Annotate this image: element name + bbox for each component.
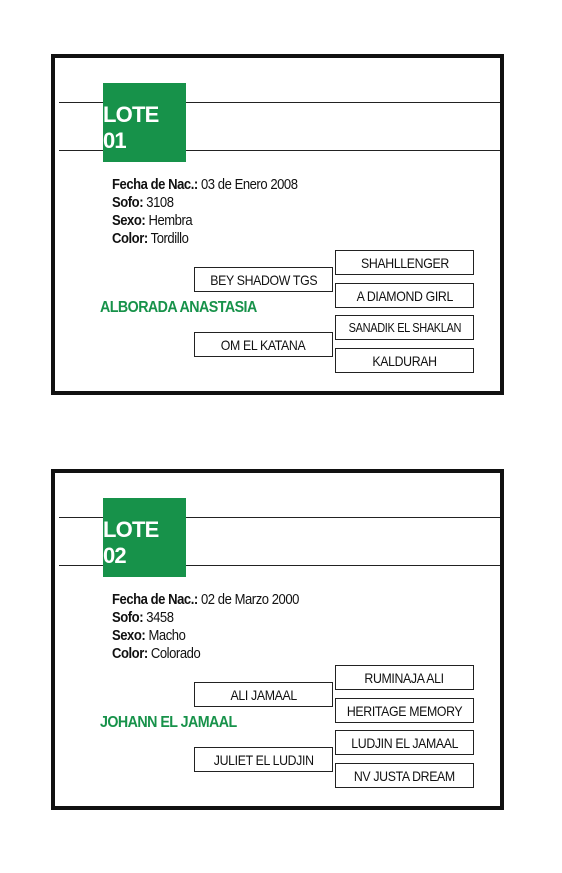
pedigree-sire bbox=[194, 267, 333, 292]
pedigree-grandparent-label: NV JUSTA DREAM bbox=[354, 767, 455, 784]
sex-value: Hembra bbox=[145, 213, 193, 229]
color-row bbox=[112, 645, 299, 663]
sofo-row bbox=[112, 609, 299, 627]
horse-name: JOHANN EL JAMAAL bbox=[100, 714, 237, 731]
sofo-label: Sofo: bbox=[112, 195, 144, 211]
color-label: Color: bbox=[112, 231, 148, 247]
birth-date-value: 03 de Enero 2008 bbox=[197, 177, 298, 193]
pedigree-grandparent-label: KALDURAH bbox=[372, 352, 437, 369]
sofo-row bbox=[112, 194, 298, 212]
pedigree-grandparent-label: SHAHLLENGER bbox=[360, 254, 449, 271]
pedigree-sire bbox=[194, 682, 333, 707]
color-value: Colorado bbox=[147, 646, 201, 662]
horse-info bbox=[112, 176, 298, 248]
lot-card-1 bbox=[51, 54, 504, 395]
horse-info bbox=[112, 591, 299, 663]
horse-name: ALBORADA ANASTASIA bbox=[100, 299, 257, 316]
pedigree-grandparent-label: RUMINAJA ALI bbox=[364, 669, 445, 686]
color-value: Tordillo bbox=[147, 231, 189, 247]
pedigree-paternal-granddam bbox=[335, 283, 474, 308]
pedigree-paternal-grandsire bbox=[335, 665, 474, 690]
birth-date-row bbox=[112, 176, 298, 194]
lot-badge: LOTE 01 bbox=[103, 83, 186, 162]
pedigree-dam bbox=[194, 332, 333, 357]
lot-card-2 bbox=[51, 469, 504, 810]
sex-label: Sexo: bbox=[112, 213, 146, 229]
pedigree-grandparent-label: A DIAMOND GIRL bbox=[356, 287, 453, 304]
sofo-value: 3108 bbox=[143, 195, 174, 211]
pedigree-grandparent-label: LUDJIN EL JAMAAL bbox=[351, 734, 458, 751]
birth-date-label: Fecha de Nac.: bbox=[112, 177, 198, 193]
sex-row bbox=[112, 627, 299, 645]
sex-row bbox=[112, 212, 298, 230]
pedigree-maternal-grandsire bbox=[335, 315, 474, 340]
sofo-label: Sofo: bbox=[112, 610, 144, 626]
pedigree-dam-label: JULIET EL LUDJIN bbox=[213, 751, 314, 768]
pedigree-grandparent-label: SANADIK EL SHAKLAN bbox=[348, 320, 461, 335]
pedigree-maternal-granddam bbox=[335, 348, 474, 373]
pedigree-sire-label: BEY SHADOW TGS bbox=[210, 271, 317, 288]
pedigree-maternal-grandsire bbox=[335, 730, 474, 755]
pedigree-paternal-granddam bbox=[335, 698, 474, 723]
sex-label: Sexo: bbox=[112, 628, 146, 644]
birth-date-row bbox=[112, 591, 299, 609]
pedigree-dam-label: OM EL KATANA bbox=[221, 336, 306, 353]
pedigree-paternal-grandsire bbox=[335, 250, 474, 275]
color-label: Color: bbox=[112, 646, 148, 662]
color-row bbox=[112, 230, 298, 248]
birth-date-value: 02 de Marzo 2000 bbox=[197, 592, 299, 608]
pedigree-maternal-granddam bbox=[335, 763, 474, 788]
pedigree-sire-label: ALI JAMAAL bbox=[230, 686, 297, 703]
sex-value: Macho bbox=[145, 628, 186, 644]
pedigree-grandparent-label: HERITAGE MEMORY bbox=[346, 702, 463, 719]
pedigree-dam bbox=[194, 747, 333, 772]
lot-badge: LOTE 02 bbox=[103, 498, 186, 577]
sofo-value: 3458 bbox=[143, 610, 174, 626]
birth-date-label: Fecha de Nac.: bbox=[112, 592, 198, 608]
